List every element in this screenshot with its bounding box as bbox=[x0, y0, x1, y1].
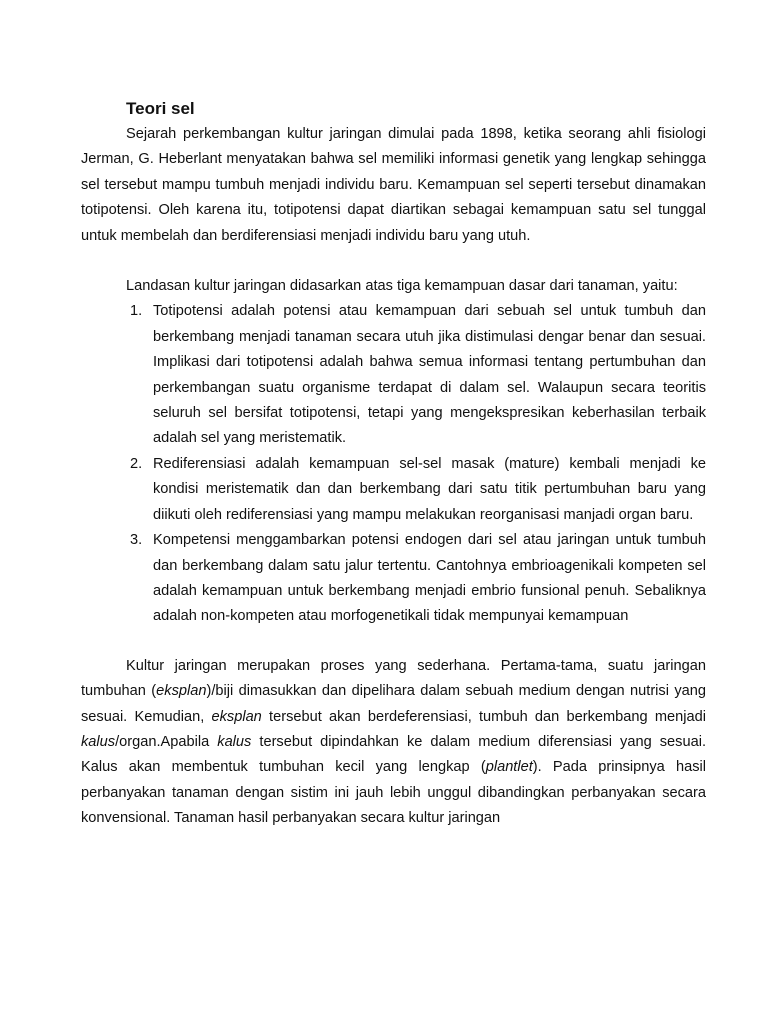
paragraph-process bbox=[81, 654, 706, 832]
text-run: tersebut akan berdeferensiasi, tumbuh dan berkembang menjadi bbox=[261, 708, 706, 725]
paragraph-basis: Landasan kultur jaringan didasarkan atas tiga kemampuan dasar dari tanaman, yaitu: bbox=[126, 278, 678, 295]
list-item-number: 3. bbox=[130, 532, 143, 549]
list-item bbox=[81, 452, 706, 528]
spacer bbox=[81, 630, 706, 654]
text-run: )/biji dimasukkan dan dipelihara dalam sebuah medium dengan nutrisi yang sesuai. Kemudian, bbox=[81, 683, 706, 725]
list-item-text: Rediferensiasi adalah kemampuan sel-sel masak (mature) kembali menjadi ke kondisi meristematik dan dan berkembang dari satu titik pertumbuhan baru yang diikuti oleh rediferensiasi yang mampu melakukan reorganisasi manjadi organ baru. bbox=[153, 455, 706, 523]
spacer bbox=[81, 249, 706, 274]
italic-term: plantlet bbox=[485, 759, 533, 776]
list-item-number: 1. bbox=[130, 303, 143, 320]
list-item bbox=[81, 299, 706, 451]
text-run: ). Pada prinsipnya hasil perbanyakan tanaman dengan sistim ini jauh lebih unggul dibandingkan perbanyakan secara konvensional. Tanaman hasil perbanyakan secara kultur jaringan bbox=[81, 759, 706, 827]
italic-term: kalus bbox=[81, 733, 116, 750]
text-run: /organ.Apabila bbox=[115, 733, 218, 750]
ability-list bbox=[81, 299, 706, 629]
italic-term: kalus bbox=[217, 733, 252, 750]
text-run: tersebut dipindahkan ke dalam medium diferensiasi yang sesuai. Kalus akan membentuk tumbuhan kecil yang lengkap ( bbox=[81, 733, 706, 776]
section-heading: Teori sel bbox=[126, 99, 195, 118]
paragraph-history: Sejarah perkembangan kultur jaringan dimulai pada 1898, ketika seorang ahli fisiologi Jerman, G. Heberlant menyatakan bahwa sel memiliki informasi genetik yang lengkap sehingga sel tersebut mampu tumbuh menjadi individu baru. Kemampuan sel seperti tersebut dinamakan totipotensi. Oleh karena itu, totipotensi dapat diartikan sebagai kemampuan satu sel tunggal untuk membelah dan berdiferensiasi menjadi individu baru yang utuh. bbox=[81, 126, 706, 244]
list-item-text: Totipotensi adalah potensi atau kemampuan dari sebuah sel untuk tumbuh dan berkembang menjadi tanaman secara utuh jika distimulasi dengar benar dan sesuai. Implikasi dari totipotensi adalah bahwa semua informasi tentang pertumbuhan dan perkembangan suatu organisme terdapat di dalam sel. Walaupun secara teoritis seluruh sel bersifat totipotensi, tetapi yang mengekspresikan keberhasilan terbaik adalah sel yang meristematik. bbox=[153, 303, 706, 447]
list-item-number: 2. bbox=[130, 455, 143, 472]
document-page bbox=[81, 96, 706, 832]
list-item-text: Kompetensi menggambarkan potensi endogen dari sel atau jaringan untuk tumbuh dan berkembang dalam satu jalur tertentu. Cantohnya embrioagenikali kompeten sel adalah kemampuan untuk berkembang menjadi embrio funsional penuh. Sebaliknya adalah non-kompeten atau morfogenetikali tidak mempunyai kemampuan bbox=[153, 532, 706, 625]
italic-term: eksplan bbox=[211, 708, 262, 725]
text-run: Kultur jaringan merupakan proses yang sederhana. Pertama-tama, suatu jaringan tumbuhan ( bbox=[81, 657, 706, 700]
list-item bbox=[81, 528, 706, 630]
italic-term: eksplan bbox=[156, 683, 207, 700]
